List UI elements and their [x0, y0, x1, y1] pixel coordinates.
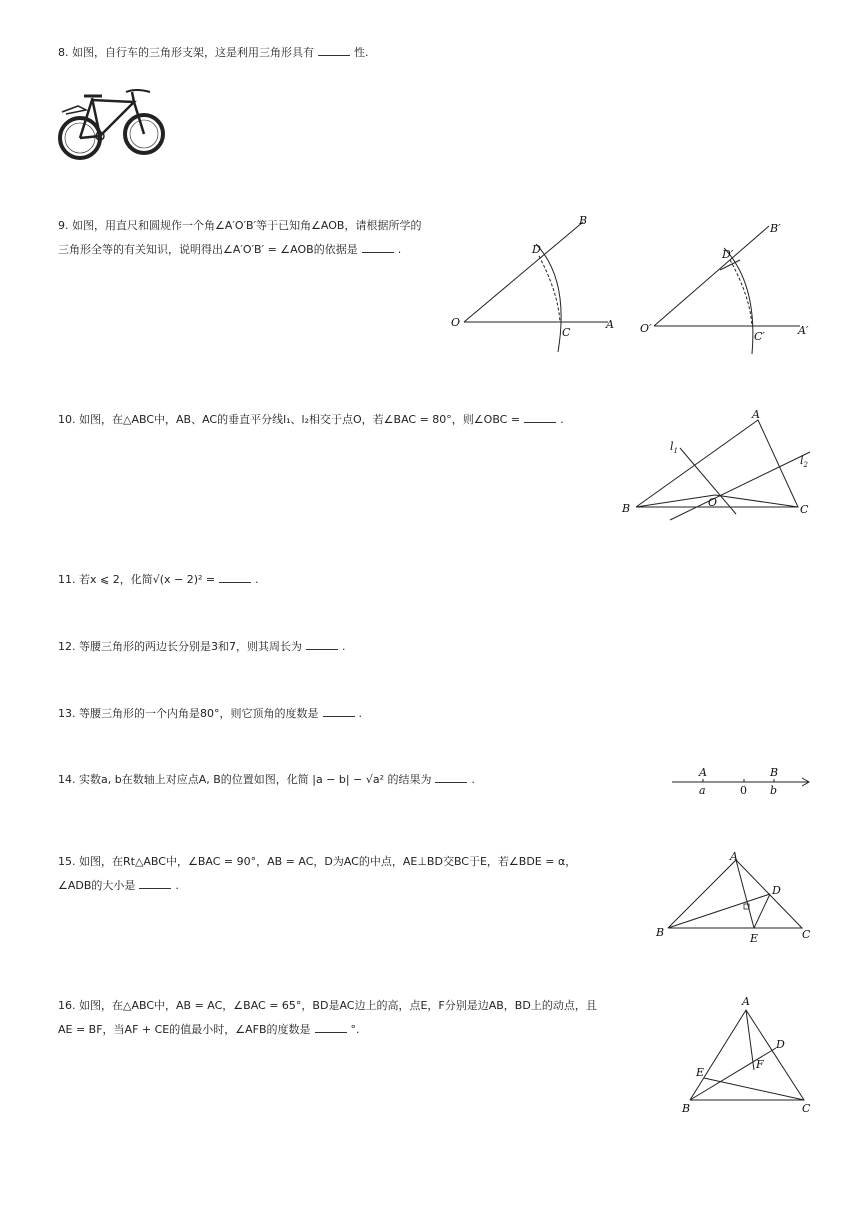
question-16-line1	[58, 994, 597, 1018]
q9-answer-blank[interactable]	[362, 240, 394, 253]
fig9-label-D: D	[532, 243, 541, 256]
q10-suffix: .	[560, 413, 564, 426]
question-15-line2	[58, 874, 179, 898]
q16-line1: 16. 如图，在△ABC中，AB = AC，∠BAC = 65°，BD是AC边上的高，点E，F分别是边AB，BD上的动点，且	[58, 999, 597, 1012]
fig14-label-zero: 0	[740, 784, 747, 797]
q14-number-line	[668, 764, 816, 798]
q16-suffix: °.	[350, 1023, 360, 1036]
q8-suffix: 性.	[354, 46, 369, 59]
question-11	[58, 568, 259, 592]
fig9r-label-D: D′	[722, 248, 734, 261]
fig9r-label-O: O′	[640, 322, 652, 335]
fig9-label-A: A	[606, 318, 614, 331]
q16-answer-blank[interactable]	[315, 1020, 347, 1033]
q8-prefix: 8. 如图，自行车的三角形支架，这是利用三角形具有	[58, 46, 314, 59]
question-12	[58, 635, 346, 659]
q10-answer-blank[interactable]	[524, 410, 556, 423]
fig15-label-E: E	[750, 932, 759, 945]
q14-prefix: 14. 实数a, b在数轴上对应点A, B的位置如图，化简 |a − b| − √a² 的结果为	[58, 773, 432, 786]
q12-answer-blank[interactable]	[306, 637, 338, 650]
fig15-label-B: B	[656, 926, 665, 939]
fig15-label-C: C	[802, 928, 811, 941]
fig9-label-O: O	[451, 316, 461, 329]
q10-prefix: 10. 如图，在△ABC中，AB、AC的垂直平分线l₁、l₂相交于点O，若∠BAC = 80°，则∠OBC =	[58, 413, 521, 426]
fig9-label-B: B	[579, 214, 588, 227]
q9-suffix: .	[397, 243, 402, 256]
q9-angle-figure-right	[638, 212, 816, 358]
fig10-label-C: C	[800, 503, 809, 516]
fig10-label-B: B	[622, 502, 631, 515]
q11-suffix: .	[255, 573, 259, 586]
fig9r-label-C: C′	[754, 330, 765, 343]
q14-answer-blank[interactable]	[435, 770, 467, 783]
fig14-label-A: A	[699, 766, 707, 779]
bicycle-image	[56, 76, 168, 164]
fig14-label-a: a	[699, 784, 706, 797]
question-9-line2	[58, 238, 401, 262]
question-16-line2	[58, 1018, 360, 1042]
q15-line2: ∠ADB的大小是	[58, 879, 136, 892]
fig16-label-A: A	[742, 995, 750, 1008]
fig10-label-l1: $l_1$	[670, 440, 678, 455]
fig16-label-F: F	[756, 1058, 764, 1071]
q9-angle-figure-left	[448, 212, 620, 358]
q13-suffix: .	[358, 707, 362, 720]
q9-line2: 三角形全等的有关知识，说明得出∠A′O′B′ = ∠AOB的依据是	[58, 243, 358, 256]
question-10	[58, 408, 564, 432]
q15-triangle-figure	[652, 846, 820, 950]
q11-prefix: 11. 若x ⩽ 2，化简√(x − 2)² =	[58, 573, 216, 586]
fig16-label-D: D	[776, 1038, 785, 1051]
fig10-label-A: A	[752, 408, 760, 421]
question-14	[58, 768, 475, 792]
fig16-label-C: C	[802, 1102, 811, 1115]
fig9-label-C: C	[562, 326, 571, 339]
q9-line1: 9. 如图，用直尺和圆规作一个角∠A′O′B′等于已知角∠AOB，请根据所学的	[58, 219, 422, 232]
fig16-label-E: E	[696, 1066, 705, 1079]
fig14-label-B: B	[770, 766, 779, 779]
fig15-label-A: A	[730, 850, 738, 863]
q12-suffix: .	[342, 640, 346, 653]
fig9r-label-A: A′	[798, 324, 809, 337]
question-15-line1	[58, 850, 576, 874]
q15-line1: 15. 如图，在Rt△ABC中，∠BAC = 90°，AB = AC，D为AC的中点，AE⊥BD交BC于E，若∠BDE = α，	[58, 855, 577, 868]
fig15-label-D: D	[772, 884, 781, 897]
question-9-line1	[58, 214, 421, 238]
fig14-label-b: b	[770, 784, 778, 797]
q16-line2: AE = BF，当AF + CE的值最小时，∠AFB的度数是	[58, 1023, 311, 1036]
fig9r-label-B: B′	[770, 222, 781, 235]
q15-answer-blank[interactable]	[139, 876, 171, 889]
q12-prefix: 12. 等腰三角形的两边长分别是3和7，则其周长为	[58, 640, 302, 653]
q15-suffix: .	[175, 879, 179, 892]
q14-suffix: .	[471, 773, 475, 786]
fig10-label-O: O	[708, 496, 718, 509]
question-13	[58, 702, 362, 726]
q10-triangle-figure	[618, 402, 818, 526]
q11-answer-blank[interactable]	[219, 570, 251, 583]
question-8	[58, 41, 369, 65]
fig16-label-B: B	[682, 1102, 691, 1115]
q13-answer-blank[interactable]	[323, 704, 355, 717]
fig10-label-l2: $l_2$	[800, 454, 808, 469]
q8-answer-blank[interactable]	[318, 43, 350, 56]
q13-prefix: 13. 等腰三角形的一个内角是80°，则它顶角的度数是	[58, 707, 319, 720]
q16-triangle-figure	[680, 990, 820, 1118]
